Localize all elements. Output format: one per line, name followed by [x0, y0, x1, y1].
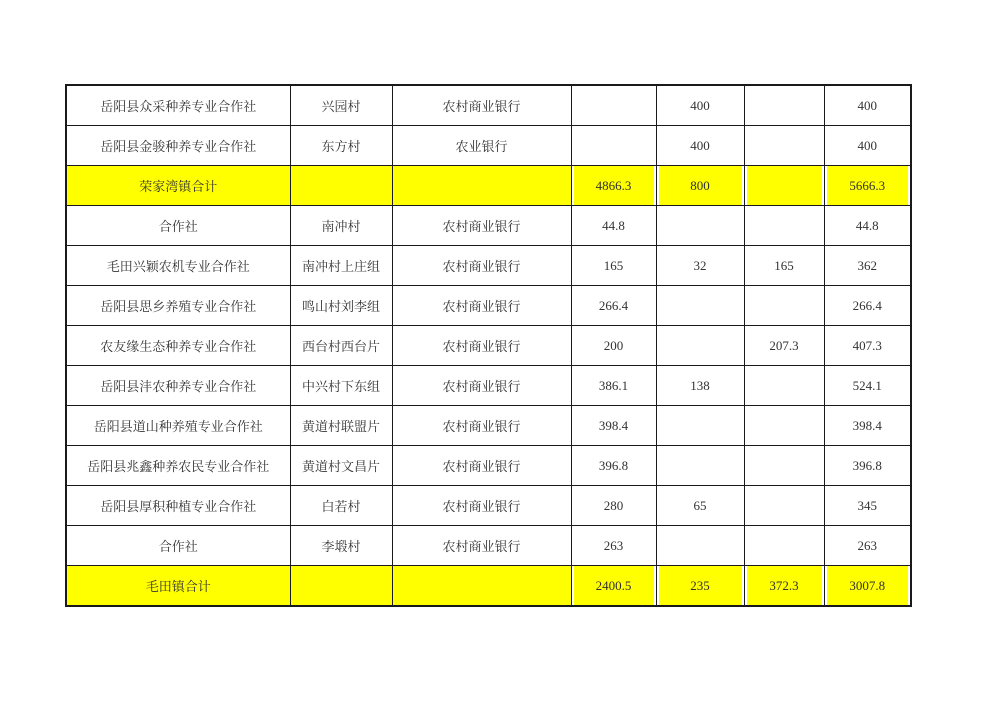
cell-village: [290, 166, 392, 206]
cell-amount-1: 266.4: [571, 286, 656, 326]
cell-village: 南冲村: [290, 206, 392, 246]
cell-amount-3: [744, 526, 824, 566]
cell-bank: 农村商业银行: [392, 406, 571, 446]
cell-bank: 农村商业银行: [392, 446, 571, 486]
cell-amount-2: [656, 406, 744, 446]
table-row: [66, 326, 911, 366]
table-row: [66, 246, 911, 286]
cell-village: 中兴村下东组: [290, 366, 392, 406]
cell-amount-3: [744, 85, 824, 126]
cell-amount-total: 5666.3: [824, 166, 911, 206]
cell-cooperative-name: 岳阳县金骏种养专业合作社: [66, 126, 290, 166]
cell-amount-3: [744, 166, 824, 206]
cell-amount-total: 407.3: [824, 326, 911, 366]
cell-cooperative-name: 岳阳县沣农种养专业合作社: [66, 366, 290, 406]
cell-cooperative-name: 荣家湾镇合计: [66, 166, 290, 206]
cell-amount-2: [656, 286, 744, 326]
cell-amount-3: 165: [744, 246, 824, 286]
table-row: [66, 85, 911, 126]
table-row: [66, 526, 911, 566]
cell-village: 黄道村文昌片: [290, 446, 392, 486]
cell-bank: 农村商业银行: [392, 486, 571, 526]
cell-amount-total: 266.4: [824, 286, 911, 326]
cell-amount-1: 165: [571, 246, 656, 286]
cell-village: [290, 566, 392, 607]
cell-amount-2: 65: [656, 486, 744, 526]
cell-cooperative-name: 岳阳县众采种养专业合作社: [66, 85, 290, 126]
table-row: [66, 486, 911, 526]
cell-bank: [392, 166, 571, 206]
cell-amount-1: 386.1: [571, 366, 656, 406]
cell-amount-2: 235: [656, 566, 744, 607]
cell-village: 李塅村: [290, 526, 392, 566]
table-row: [66, 286, 911, 326]
cell-bank: 农村商业银行: [392, 246, 571, 286]
cell-amount-2: [656, 526, 744, 566]
table-row: [66, 366, 911, 406]
cell-bank: 农村商业银行: [392, 366, 571, 406]
cell-village: 黄道村联盟片: [290, 406, 392, 446]
cooperative-loan-table: [65, 84, 912, 607]
cell-amount-1: 4866.3: [571, 166, 656, 206]
cell-amount-1: 398.4: [571, 406, 656, 446]
cell-amount-total: 362: [824, 246, 911, 286]
cell-bank: 农业银行: [392, 126, 571, 166]
cell-amount-2: 32: [656, 246, 744, 286]
cell-amount-3: [744, 126, 824, 166]
cell-village: 西台村西台片: [290, 326, 392, 366]
cell-amount-3: 207.3: [744, 326, 824, 366]
cell-amount-1: [571, 126, 656, 166]
cell-cooperative-name: 岳阳县思乡养殖专业合作社: [66, 286, 290, 326]
table-row: [66, 206, 911, 246]
cell-amount-3: [744, 406, 824, 446]
cell-amount-2: [656, 206, 744, 246]
cell-amount-total: 263: [824, 526, 911, 566]
cell-bank: [392, 566, 571, 607]
cell-amount-2: [656, 446, 744, 486]
cell-amount-2: 138: [656, 366, 744, 406]
cell-amount-total: 400: [824, 126, 911, 166]
total-row: [66, 566, 911, 607]
cell-amount-total: 3007.8: [824, 566, 911, 607]
cell-amount-2: 400: [656, 85, 744, 126]
table-row: [66, 406, 911, 446]
cell-cooperative-name: 合作社: [66, 526, 290, 566]
cell-amount-1: 396.8: [571, 446, 656, 486]
table-row: [66, 126, 911, 166]
cell-amount-total: 400: [824, 85, 911, 126]
cell-cooperative-name: 毛田镇合计: [66, 566, 290, 607]
cell-cooperative-name: 岳阳县厚积种植专业合作社: [66, 486, 290, 526]
cell-cooperative-name: 岳阳县兆鑫种养农民专业合作社: [66, 446, 290, 486]
cell-amount-total: 398.4: [824, 406, 911, 446]
cell-amount-1: [571, 85, 656, 126]
cell-village: 白若村: [290, 486, 392, 526]
cell-amount-1: 200: [571, 326, 656, 366]
cell-bank: 农村商业银行: [392, 526, 571, 566]
cell-amount-1: 280: [571, 486, 656, 526]
cell-bank: 农村商业银行: [392, 326, 571, 366]
cell-village: 东方村: [290, 126, 392, 166]
cell-amount-1: 263: [571, 526, 656, 566]
cell-amount-3: [744, 446, 824, 486]
cell-amount-2: [656, 326, 744, 366]
cell-village: 兴园村: [290, 85, 392, 126]
table-row: [66, 446, 911, 486]
cell-bank: 农村商业银行: [392, 286, 571, 326]
cell-amount-3: [744, 286, 824, 326]
cell-cooperative-name: 岳阳县道山种养殖专业合作社: [66, 406, 290, 446]
cell-amount-total: 44.8: [824, 206, 911, 246]
cell-amount-1: 2400.5: [571, 566, 656, 607]
cell-village: 鸣山村刘李组: [290, 286, 392, 326]
cell-village: 南冲村上庄组: [290, 246, 392, 286]
cell-amount-3: 372.3: [744, 566, 824, 607]
cell-bank: 农村商业银行: [392, 206, 571, 246]
table-body: [66, 85, 911, 606]
cell-amount-3: [744, 486, 824, 526]
cell-cooperative-name: 毛田兴颖农机专业合作社: [66, 246, 290, 286]
total-row: [66, 166, 911, 206]
cell-bank: 农村商业银行: [392, 85, 571, 126]
cell-amount-total: 345: [824, 486, 911, 526]
cell-amount-total: 524.1: [824, 366, 911, 406]
cell-amount-2: 800: [656, 166, 744, 206]
cell-amount-2: 400: [656, 126, 744, 166]
cell-cooperative-name: 合作社: [66, 206, 290, 246]
cell-amount-3: [744, 206, 824, 246]
cell-cooperative-name: 农友缘生态种养专业合作社: [66, 326, 290, 366]
cell-amount-1: 44.8: [571, 206, 656, 246]
cell-amount-total: 396.8: [824, 446, 911, 486]
cell-amount-3: [744, 366, 824, 406]
